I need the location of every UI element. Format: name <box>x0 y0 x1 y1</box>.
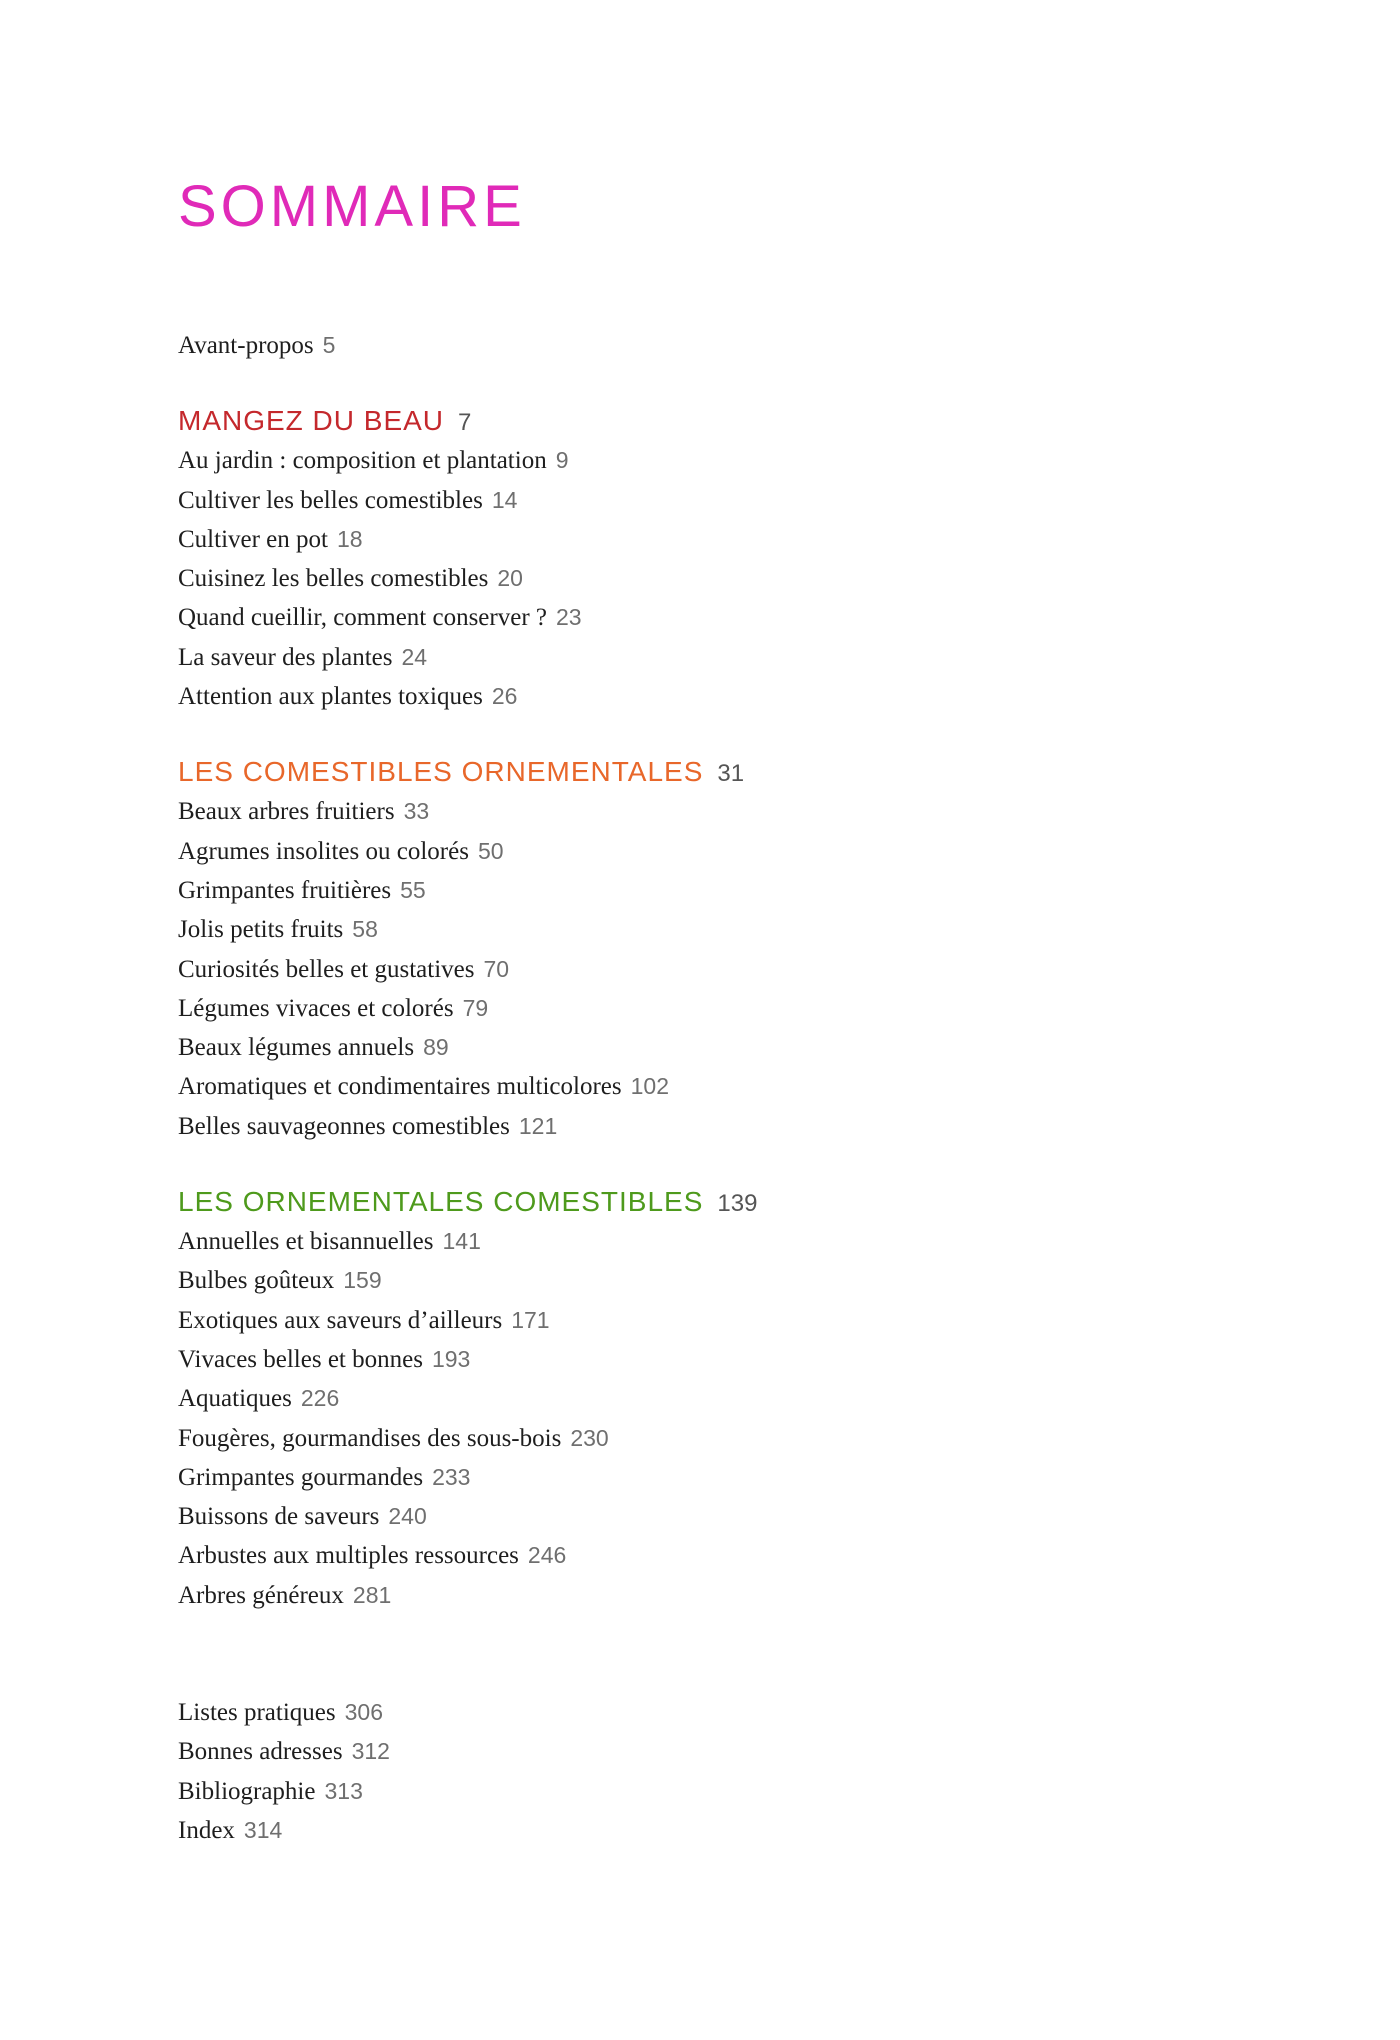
toc-entry[interactable] <box>178 1811 1278 1850</box>
section-heading-page: 7 <box>458 409 472 437</box>
toc-entry-page: 9 <box>555 447 569 474</box>
toc-entry[interactable] <box>178 1222 1278 1261</box>
toc-entry-page: 226 <box>300 1385 340 1412</box>
toc-entry[interactable] <box>178 1536 1278 1575</box>
toc-entry-label: Grimpantes gourmandes <box>178 1463 424 1491</box>
toc-entry-page: 233 <box>432 1463 471 1490</box>
toc-entry[interactable] <box>178 832 1278 871</box>
section-heading[interactable] <box>178 1182 1278 1222</box>
toc-entry-label: Buissons de saveurs <box>178 1503 380 1531</box>
page-title: SOMMAIRE <box>178 174 526 239</box>
section-heading[interactable] <box>178 752 1278 792</box>
toc-entry-label: Arbustes aux multiples ressources <box>178 1542 519 1570</box>
toc-entry-label: Curiosités belles et gustatives <box>178 955 475 983</box>
toc-entry-label: Beaux légumes annuels <box>178 1034 415 1062</box>
toc-entry-page: 58 <box>352 916 378 943</box>
section-heading[interactable] <box>178 401 1278 441</box>
toc-entry-label: Vivaces belles et bonnes <box>178 1345 423 1373</box>
toc-entry[interactable] <box>178 1067 1278 1106</box>
toc-entry[interactable] <box>178 1576 1278 1615</box>
toc-entry-label: Belles sauvageonnes comestibles <box>178 1112 510 1140</box>
toc-entry-page: 121 <box>518 1112 558 1139</box>
toc-entry[interactable] <box>178 481 1278 520</box>
toc-entry-page: 159 <box>343 1267 382 1294</box>
toc-entry-label: Bibliographie <box>178 1777 316 1805</box>
toc-entry-label: Jolis petits fruits <box>178 916 344 944</box>
toc-entry-label: Bonnes adresses <box>178 1738 343 1766</box>
toc-entry-label: Arbres généreux <box>178 1581 344 1609</box>
toc-entry-page: 26 <box>491 683 518 710</box>
toc-section-mangez-du-beau <box>178 401 1278 716</box>
toc-entry-label: La saveur des plantes <box>178 643 393 671</box>
toc-entry-page: 23 <box>556 604 582 631</box>
toc-entry[interactable] <box>178 520 1278 559</box>
toc-entry-page: 89 <box>423 1034 449 1061</box>
section-heading-page: 139 <box>717 1190 758 1218</box>
toc-entry-label: Grimpantes fruitières <box>178 876 392 904</box>
section-heading-page: 31 <box>717 760 745 788</box>
toc-entry-label: Au jardin : composition et plantation <box>178 447 547 475</box>
toc-entry[interactable] <box>178 598 1278 637</box>
toc-entry[interactable] <box>178 792 1278 831</box>
toc-entry[interactable] <box>178 910 1278 949</box>
section-heading-label: LES COMESTIBLES ORNEMENTALES <box>178 756 704 788</box>
toc-entry[interactable] <box>178 441 1278 480</box>
toc-entry-label: Fougères, gourmandises des sous-bois <box>178 1424 562 1452</box>
toc-entry[interactable] <box>178 989 1278 1028</box>
toc-entry-page: 240 <box>388 1503 427 1530</box>
section-heading-label: MANGEZ DU BEAU <box>178 405 445 437</box>
table-of-contents <box>178 326 1278 1850</box>
toc-entry-label: Aromatiques et condimentaires multicolores <box>178 1073 622 1101</box>
toc-entry-page: 33 <box>403 798 430 825</box>
toc-entry[interactable] <box>178 1419 1278 1458</box>
toc-entry-page: 171 <box>511 1306 550 1333</box>
toc-entry-page: 193 <box>431 1345 471 1372</box>
toc-entry-label: Beaux arbres fruitiers <box>178 798 395 826</box>
toc-entry[interactable] <box>178 1497 1278 1536</box>
toc-entry-label: Quand cueillir, comment conserver ? <box>178 604 547 632</box>
toc-entry-page: 230 <box>570 1424 609 1451</box>
toc-entry-page: 102 <box>630 1073 670 1100</box>
toc-entry-label: Cultiver les belles comestibles <box>178 486 483 514</box>
toc-entry-label: Index <box>178 1816 235 1844</box>
toc-entry-label: Bulbes goûteux <box>178 1267 335 1295</box>
toc-entry-label: Légumes vivaces et colorés <box>178 994 454 1022</box>
toc-entry-label: Cultiver en pot <box>178 525 328 553</box>
toc-entry-page: 20 <box>497 565 523 592</box>
toc-entry-page: 14 <box>491 486 518 513</box>
toc-entry[interactable] <box>178 677 1278 716</box>
toc-entry-page: 18 <box>336 525 363 552</box>
toc-entry-label: Aquatiques <box>178 1385 292 1413</box>
toc-entry[interactable] <box>178 1028 1278 1067</box>
toc-entry-page: 79 <box>462 994 489 1021</box>
toc-entry[interactable] <box>178 950 1278 989</box>
toc-entry-page: 5 <box>322 332 336 358</box>
toc-entry-avant-propos[interactable] <box>178 326 1278 365</box>
toc-entry-label: Exotiques aux saveurs d’ailleurs <box>178 1306 503 1334</box>
toc-entry[interactable] <box>178 638 1278 677</box>
toc-entry-page: 313 <box>324 1777 363 1804</box>
toc-entry-page: 50 <box>477 837 504 864</box>
toc-entry-page: 55 <box>400 876 426 903</box>
toc-entry-page: 70 <box>483 955 510 982</box>
toc-entry[interactable] <box>178 1732 1278 1771</box>
toc-entry-page: 314 <box>243 1816 283 1843</box>
toc-entry[interactable] <box>178 1772 1278 1811</box>
toc-entry[interactable] <box>178 871 1278 910</box>
toc-entry[interactable] <box>178 1340 1278 1379</box>
toc-entry[interactable] <box>178 1458 1278 1497</box>
toc-entry[interactable] <box>178 1379 1278 1418</box>
toc-entry[interactable] <box>178 1107 1278 1146</box>
toc-section-comestibles-ornementales <box>178 752 1278 1146</box>
section-heading-label: LES ORNEMENTALES COMESTIBLES <box>178 1186 704 1218</box>
toc-entry-page: 281 <box>352 1581 392 1608</box>
toc-entry[interactable] <box>178 1261 1278 1300</box>
toc-entry[interactable] <box>178 1693 1278 1732</box>
toc-entry-label: Cuisinez les belles comestibles <box>178 565 489 593</box>
toc-entry-page: 24 <box>401 643 428 670</box>
toc-entry[interactable] <box>178 559 1278 598</box>
toc-back-matter <box>178 1693 1278 1850</box>
toc-entry-label: Avant-propos <box>178 332 314 359</box>
toc-entry-label: Agrumes insolites ou colorés <box>178 837 469 865</box>
toc-entry-label: Attention aux plantes toxiques <box>178 683 483 711</box>
toc-entry-page: 312 <box>351 1738 390 1765</box>
toc-entry[interactable] <box>178 1301 1278 1340</box>
toc-entry-page: 141 <box>442 1228 481 1255</box>
toc-entry-label: Annuelles et bisannuelles <box>178 1228 434 1256</box>
toc-entry-label: Listes pratiques <box>178 1699 336 1727</box>
toc-section-ornementales-comestibles <box>178 1182 1278 1615</box>
toc-entry-page: 306 <box>344 1699 383 1726</box>
toc-entry-page: 246 <box>527 1542 567 1569</box>
